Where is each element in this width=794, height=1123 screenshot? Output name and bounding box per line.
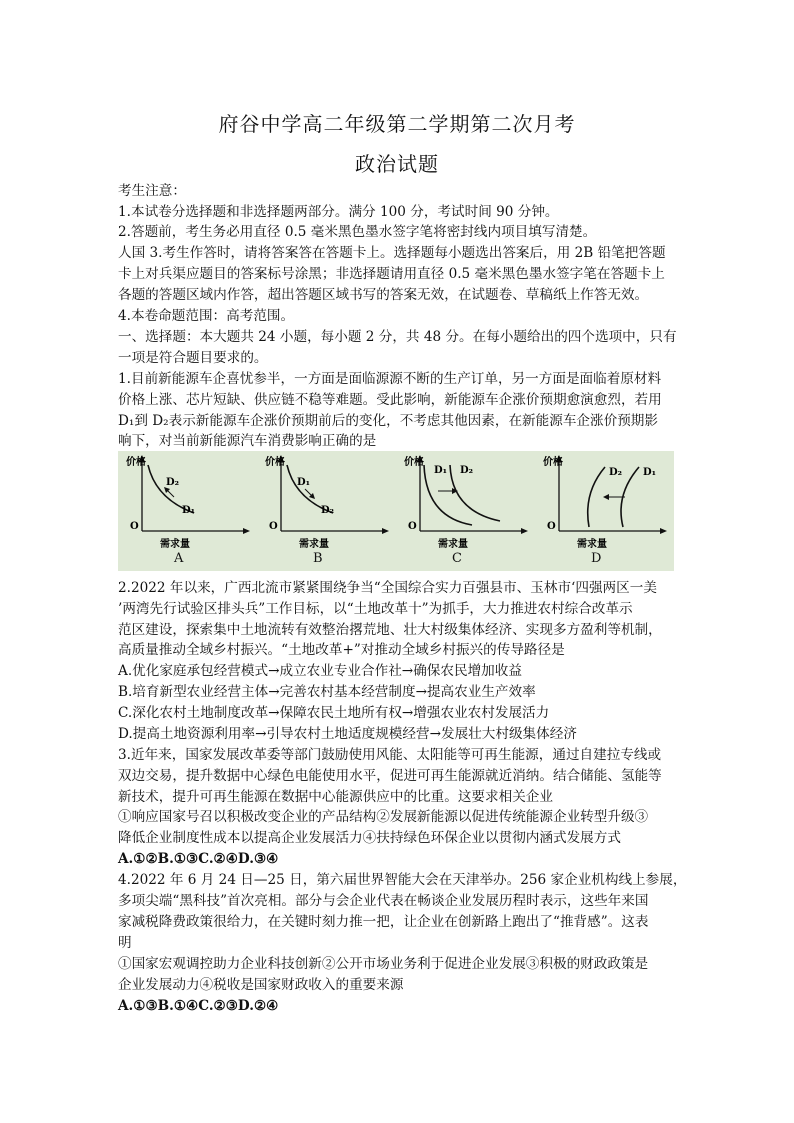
q2-option-a: A.优化家庭承包经营模式→成立农业专业合作社→确保农民增加收益	[118, 663, 522, 679]
q3-line-3: 新技术，提升可再生能源在数据中心能源供应中的比重。这要求相关企业	[118, 789, 553, 805]
caption-a: A	[174, 551, 184, 566]
y-axis-label: 价格	[126, 457, 146, 468]
section-1-line-1: 一、选择题：本大题共 24 小题，每小题 2 分，共 48 分。在每小题给出的四个选项中，只有	[118, 329, 677, 345]
q2-option-d: D.提高土地资源利用率→引导农村土地适度规模经营→发展壮大村级集体经济	[118, 726, 577, 742]
caption-b: B	[313, 551, 323, 566]
notes-heading: 考生注意：	[118, 183, 186, 199]
q1-line-1: 1.目前新能源车企喜忧参半，一方面是面临源源不断的生产订单，另一方面是面临着原材料	[118, 371, 662, 387]
x-axis-label: 需求量	[160, 539, 190, 550]
q2-option-b: B.培育新型农业经营主体→完善农村基本经营制度→提高农业生产效率	[118, 684, 536, 700]
x-axis-label: 需求量	[299, 539, 329, 550]
q4-line-1: 4.2022 年 6 月 24 日—25 日，第六届世界智能大会在天津举办。256 家企业机构线上参展，	[118, 872, 687, 888]
q1-line-2: 价格上涨、芯片短缺、供应链不稳等难题。受此影响，新能源车企涨价预期愈演愈烈，若用	[118, 392, 662, 408]
d2-label: D₂	[609, 467, 623, 478]
origin-label: O	[269, 521, 278, 532]
note-3-line-1: 人国 3.考生作答时，请将答案答在答题卡上。选择题每小题选出答案后，用 2B 铅笔把答题	[118, 245, 666, 261]
q2-line-1: 2.2022 年以来，广西北流市紧紧围绕争当“全国综合实力百强县市、玉林市‘四强两区一美	[118, 580, 657, 596]
caption-c: C	[452, 551, 462, 566]
note-3-line-3: 各题的答题区域内作答，超出答题区域书写的答案无效，在试题卷、草稿纸上作答无效。	[118, 287, 649, 303]
q2-line-4: 高质量推动全域乡村振兴。“土地改革+”对推动全域乡村振兴的传导路径是	[118, 642, 565, 658]
q3-line-1: 3.近年来，国家发展改革委等部门鼓励使用风能、太阳能等可再生能源，通过自建拉专线或	[118, 747, 662, 763]
d1-label: D₁	[182, 505, 196, 516]
q1-line-4: 响下，对当前新能源汽车消费影响正确的是	[118, 433, 377, 449]
q1-line-3: D₁到 D₂表示新能源车企涨价预期前后的变化，不考虑其他因素，在新能源车企涨价预期影	[118, 413, 658, 429]
panel-c	[396, 451, 535, 571]
page-subtitle: 政治试题	[355, 152, 439, 176]
page-title: 府谷中学高二年级第二学期第二次月考	[218, 112, 576, 136]
q3-options-line-2: 降低企业制度性成本以提高企业发展活力④扶持绿色环保企业以贯彻内涵式发展方式	[118, 830, 621, 846]
d1-label: D₁	[297, 477, 311, 488]
note-4: 4.本卷命题范围：高考范围。	[118, 308, 295, 324]
note-1: 1.本试卷分选择题和非选择题两部分。满分 100 分，考试时间 90 分钟。	[118, 204, 559, 220]
q2-line-2: ’两湾先行试验区排头兵”工作目标，以“土地改革十”为抓手，大力推进农村综合改革示	[118, 601, 633, 617]
q4-line-4: 明	[118, 935, 132, 951]
d1-label: D₁	[434, 465, 448, 476]
d2-label: D₂	[321, 505, 335, 516]
d1-label: D₁	[643, 467, 657, 478]
q3-line-2: 双边交易，提升数据中心绿色电能使用水平，促进可再生能源就近消纳。结合储能、氢能等	[118, 768, 662, 784]
q4-line-3: 家减税降费政策很给力，在关键时刻力推一把，让企业在创新路上跑出了“推背感”。这表	[118, 914, 649, 930]
caption-d: D	[591, 551, 602, 566]
x-axis-label: 需求量	[438, 539, 468, 550]
note-2: 2.答题前，考生务必用直径 0.5 毫米黑色墨水签字笔将密封线内项目填写清楚。	[118, 224, 597, 240]
d2-label: D₂	[460, 465, 474, 476]
panel-b	[257, 451, 396, 571]
y-axis-label: 价格	[265, 457, 285, 468]
q4-options-line-1: ①国家宏观调控助力企业科技创新②公开市场业务利于促进企业发展③积极的财政政策是	[118, 956, 649, 972]
q3-options-line-1: ①响应国家号召以积极改变企业的产品结构②发展新能源以促进传统能源企业转型升级③	[118, 809, 649, 825]
origin-label: O	[130, 521, 139, 532]
panel-a	[118, 451, 257, 571]
y-axis-label: 价格	[404, 457, 424, 468]
note-3-line-2: 卡上对兵渠应题目的答案标号涂黑；非选择题请用直径 0.5 毫米黑色墨水签字笔在答题卡上	[118, 266, 665, 282]
section-1-line-2: 一项是符合题目要求的。	[118, 350, 268, 366]
origin-label: O	[547, 521, 556, 532]
q2-option-c: C.深化农村土地制度改革→保障农民土地所有权→增强农业农村发展活力	[118, 705, 550, 721]
q2-line-3: 范区建设，探索集中土地流转有效整治撂荒地、壮大村级集体经济、实现多方盈利等机制，	[118, 622, 662, 638]
origin-label: O	[408, 521, 417, 532]
q4-options-line-2: 企业发展动力④税收是国家财政收入的重要来源	[118, 977, 404, 993]
q4-answers: A.①③B.①④C.②③D.②④	[118, 998, 279, 1014]
y-axis-label: 价格	[543, 457, 563, 468]
d2-label: D₂	[166, 477, 180, 488]
q4-line-2: 多项尖端“黑科技”首次亮相。部分与会企业代表在畅谈企业发展历程时表示，这些年来国	[118, 893, 649, 909]
x-axis-label: 需求量	[577, 539, 607, 550]
q3-answers: A.①②B.①③C.②④D.③④	[118, 851, 279, 867]
demand-curve-figure	[118, 451, 674, 571]
panel-d	[535, 451, 674, 571]
